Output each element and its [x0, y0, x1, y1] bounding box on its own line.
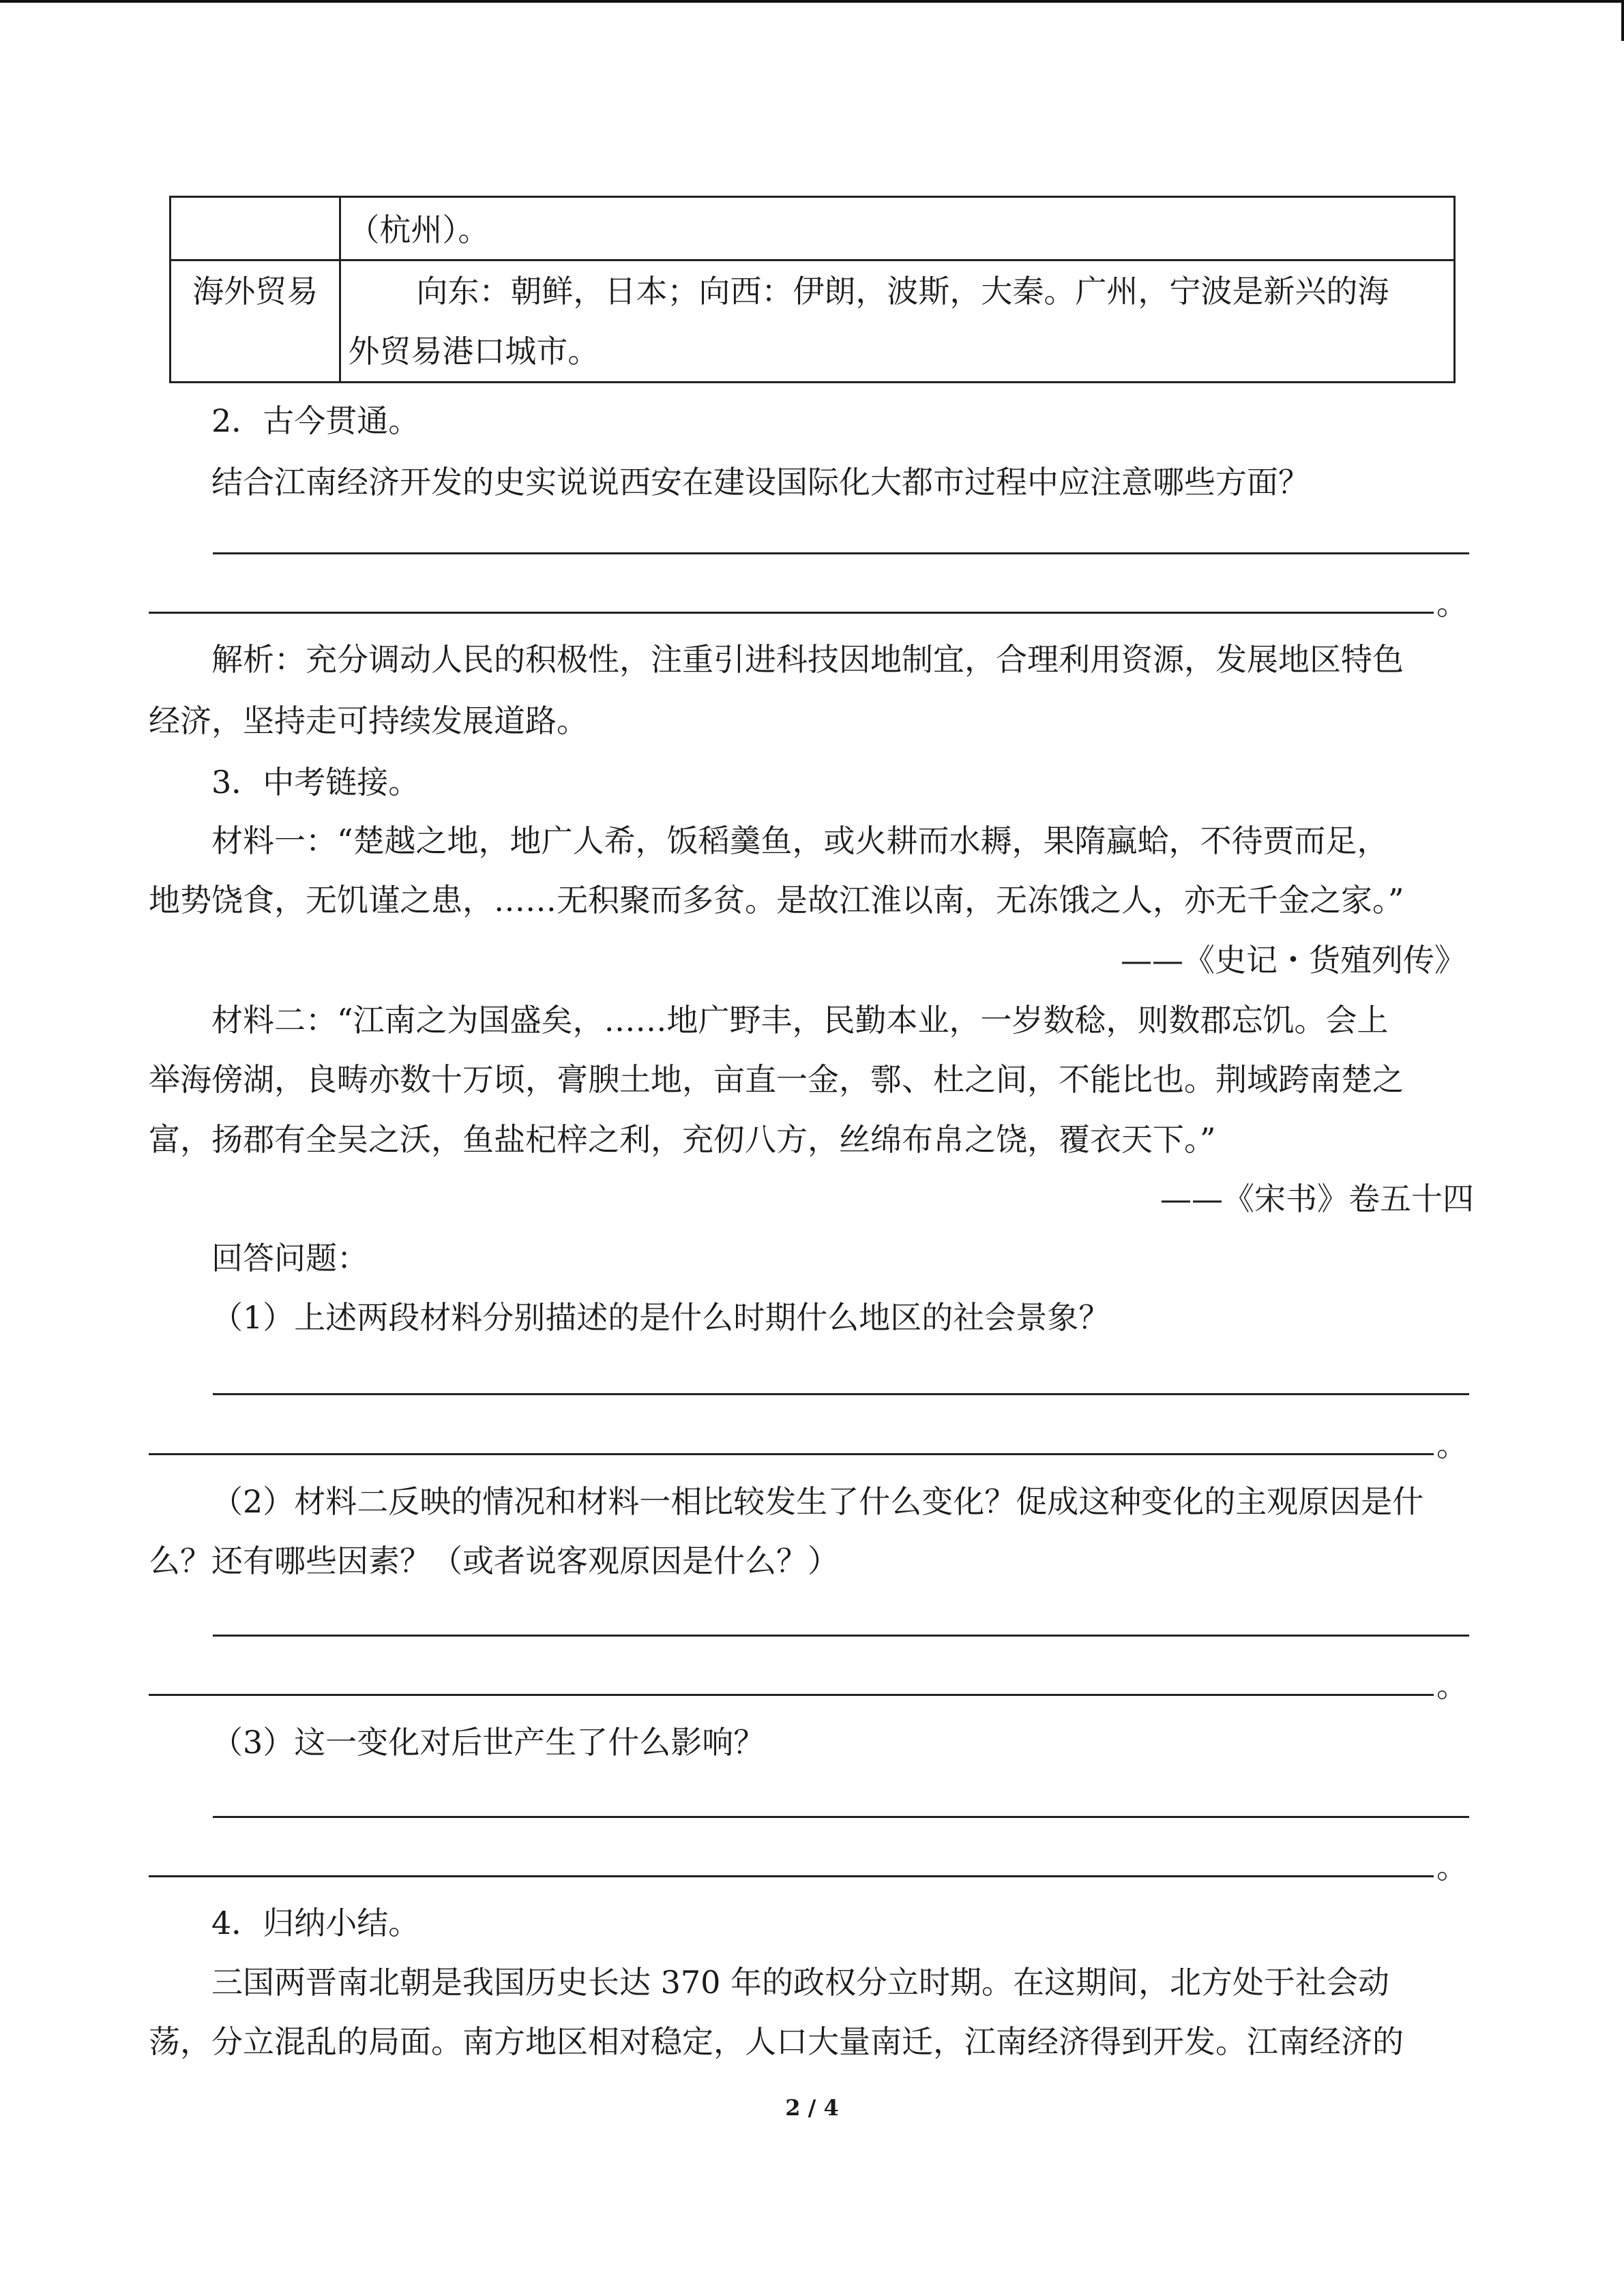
table-cell-content: [340, 197, 1455, 260]
answer-blank[interactable]: [149, 1694, 1434, 1696]
material-text: 富，扬郡有全吴之沃，鱼盐杞梓之利，充仞八方，丝绵布帛之饶，覆衣天下。”: [149, 1121, 1216, 1158]
table-cell-label: [171, 260, 340, 383]
top-border-line: [0, 0, 1624, 3]
trade-table: [169, 196, 1456, 383]
summary-text: 荡，分立混乱的局面。南方地区相对稳定，人口大量南迁，江南经济得到开发。江南经济的: [149, 2023, 1404, 2060]
question-text: 么？还有哪些因素？（或者说客观原因是什么？）: [149, 1542, 839, 1579]
table-cell-text: 外贸易港口城市。: [348, 333, 600, 370]
table-cell-label: [171, 197, 340, 260]
material-source: ——《宋书》卷五十四: [1160, 1180, 1474, 1217]
summary-text: 三国两晋南北朝是我国历史长达 370 年的政权分立时期。在这期间，北方处于社会动: [211, 1964, 1390, 2001]
answer-blank[interactable]: [149, 1875, 1434, 1877]
table-cell-text: （杭州）。: [348, 211, 490, 248]
table-row-label: 海外贸易: [192, 273, 319, 310]
question-text: （2）材料二反映的情况和材料一相比较发生了什么变化？促成这种变化的主观原因是什: [211, 1483, 1424, 1520]
table-row: [171, 260, 1455, 383]
material-text: 举海傍湖，良畴亦数十万顷，膏腴土地，亩直一金，鄠、杜之间，不能比也。荆域跨南楚之: [149, 1061, 1404, 1098]
blank-end-mark: 。: [1436, 1849, 1468, 1885]
blank-end-mark: 。: [1436, 585, 1468, 622]
answer-text: 经济，坚持走可持续发展道路。: [149, 702, 588, 739]
table-cell-content: [340, 260, 1455, 383]
section-heading: 3．中考链接。: [211, 764, 420, 801]
answer-blank[interactable]: [149, 1453, 1434, 1455]
table-cell-text: 向东：朝鲜，日本；向西：伊朗，波斯，大秦。广州，宁波是新兴的海: [416, 273, 1389, 310]
material-source: ——《史记・货殖列传》: [1121, 942, 1466, 979]
question-text: （1）上述两段材料分别描述的是什么时期什么地区的社会景象？: [211, 1299, 1110, 1336]
answer-blank[interactable]: [213, 1816, 1469, 1818]
answer-blank[interactable]: [213, 1635, 1469, 1637]
answer-blank[interactable]: [149, 612, 1434, 614]
answer-blank[interactable]: [213, 1393, 1469, 1395]
answer-blank[interactable]: [213, 552, 1469, 554]
section-heading: 4．归纳小结。: [211, 1905, 420, 1941]
material-text: 材料一：“楚越之地，地广人希，饭稻羹鱼，或火耕而水耨，果隋蠃蛤，不待贾而足，: [211, 822, 1389, 859]
section-heading: 2．古今贯通。: [211, 402, 420, 439]
prompt-text: 回答问题：: [211, 1240, 368, 1277]
table-row: [171, 197, 1455, 260]
page-number: 2 / 4: [785, 2095, 839, 2121]
answer-text: 解析：充分调动人民的积极性，注重引进科技因地制宜，合理利用资源，发展地区特色: [211, 641, 1404, 678]
corner-border-line: [1621, 0, 1624, 41]
blank-end-mark: 。: [1436, 1427, 1468, 1463]
material-text: 地势饶食，无饥谨之患，……无积聚而多贫。是故江淮以南，无冻饿之人，亦无千金之家。”: [149, 882, 1404, 919]
blank-end-mark: 。: [1436, 1667, 1468, 1704]
question-text: （3）这一变化对后世产生了什么影响？: [211, 1724, 765, 1761]
material-text: 材料二：“江南之为国盛矣，……地广野丰，民勤本业，一岁数稔，则数郡忘饥。会上: [211, 1002, 1389, 1039]
question-text: 结合江南经济开发的史实说说西安在建设国际化大都市过程中应注意哪些方面？: [211, 464, 1310, 501]
